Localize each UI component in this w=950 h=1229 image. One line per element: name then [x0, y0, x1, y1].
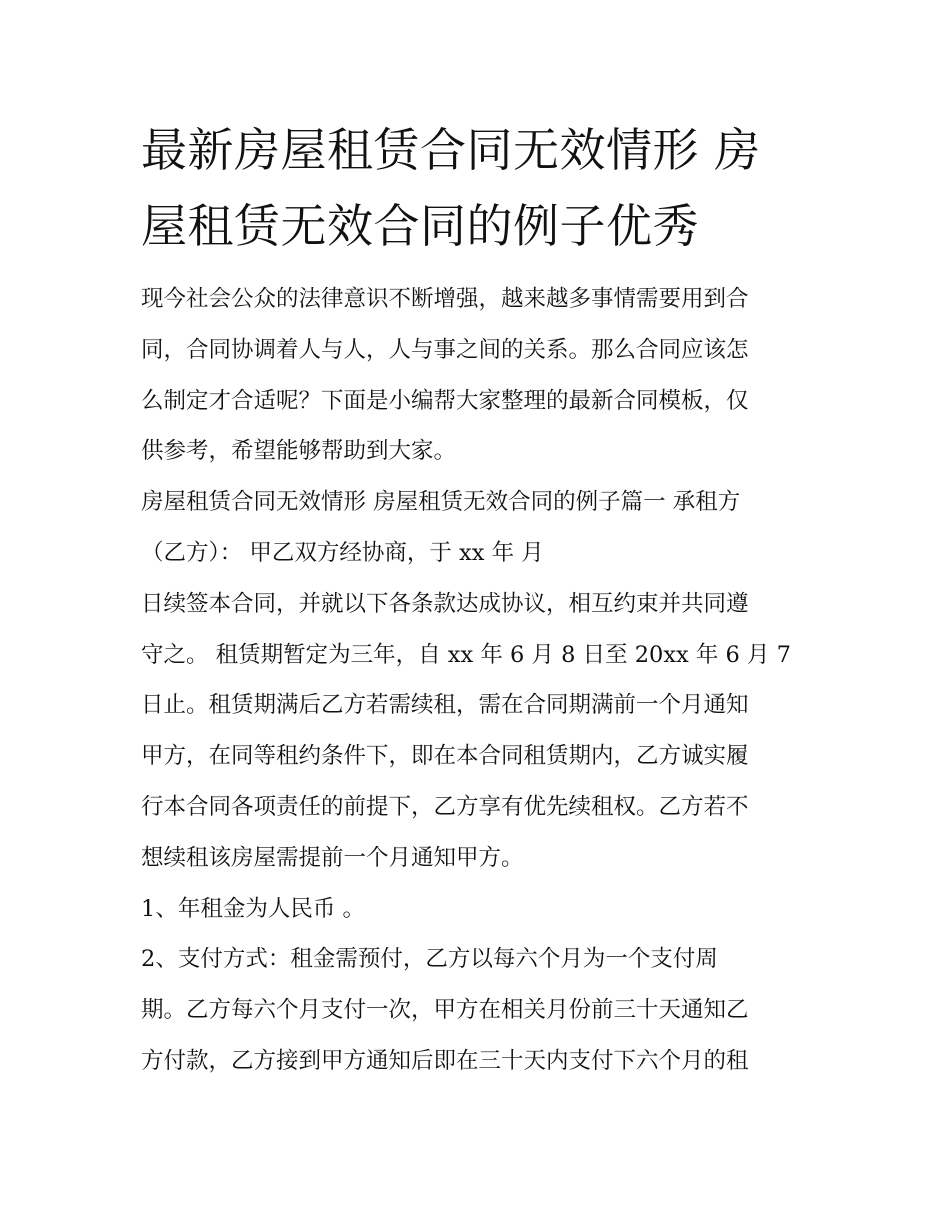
body-line: （乙方）： 甲乙双方经协商，于 xx 年 月 [141, 539, 544, 566]
body-line: 行本合同各项责任的前提下，乙方享有优先续租权。乙方若不 [141, 793, 749, 820]
body-line: 么制定才合适呢？下面是小编帮大家整理的最新合同模板，仅 [141, 387, 749, 414]
body-line: 方付款，乙方接到甲方通知后即在三十天内支付下六个月的租 [141, 1047, 749, 1074]
body-line: 守之。 租赁期暂定为三年，自 xx 年 6 月 8 日至 20xx 年 6 月 7 [141, 641, 791, 668]
clause-2-line: 2、支付方式：租金需预付，乙方以每六个月为一个支付周 [141, 946, 718, 973]
document-body [141, 274, 813, 1087]
title-line: 最新房屋租赁合同无效情形 房 [141, 123, 761, 177]
document-content [141, 112, 813, 1087]
title-line: 屋租赁无效合同的例子优秀 [141, 199, 699, 253]
body-line: 现今社会公众的法律意识不断增强，越来越多事情需要用到合 [141, 286, 749, 312]
body-line: 期。乙方每六个月支付一次，甲方在相关月份前三十天通知乙 [141, 997, 749, 1024]
body-line: 甲方，在同等租约条件下，即在本合同租赁期内，乙方诚实履 [141, 743, 749, 770]
body-line: 供参考，希望能够帮助到大家。 [141, 438, 457, 465]
section-heading-line: 房屋租赁合同无效情形 房屋租赁无效合同的例子篇一 承租方 [141, 489, 741, 516]
body-line: 同，合同协调着人与人，人与事之间的关系。那么合同应该怎 [141, 336, 749, 363]
body-line: 日止。租赁期满后乙方若需续租，需在合同期满前一个月通知 [141, 692, 749, 719]
document-title [141, 112, 813, 264]
body-line: 想续租该房屋需提前一个月通知甲方。 [141, 844, 524, 871]
clause-1-line: 1、年租金为人民币 。 [141, 895, 365, 922]
body-line: 日续签本合同，并就以下各条款达成协议，相互约束并共同遵 [141, 590, 749, 617]
